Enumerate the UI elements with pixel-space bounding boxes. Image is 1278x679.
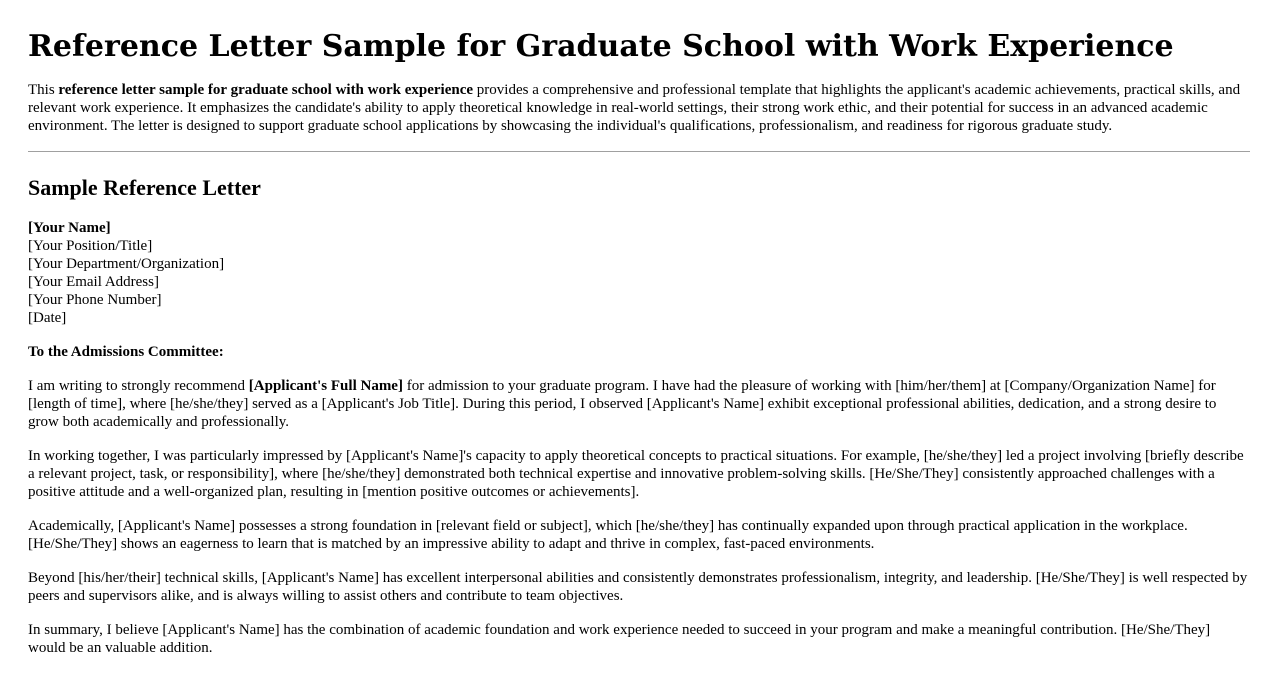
document-page: [0, 29, 1278, 657]
section-divider: [28, 151, 1250, 152]
sender-position: [Your Position/Title]: [28, 238, 153, 254]
letter-paragraph-4: Beyond [his/her/their] technical skills, [Applicant's Name] has excellent interpersonal abilities and consistently demonstrates professionalism, integrity, and leadership. [He/She/They] is well respected by peers and supervisors alike, and is always willing to assist others and contribute to team objectives.: [28, 570, 1248, 604]
letter-paragraph-1: [28, 377, 1250, 431]
intro-paragraph: [28, 81, 1250, 135]
page-title: Reference Letter Sample for Graduate School with Work Experience: [28, 29, 1174, 64]
letter-paragraph-2: In working together, I was particularly impressed by [Applicant's Name]'s capacity to apply theoretical concepts to practical situations. For example, [he/she/they] led a project involving [briefly describe a relevant project, task, or responsibility], where [he/she/they] demonstrated both technical expertise and innovative problem-solving skills. [He/She/They] consistently approached challenges with a positive attitude and a well-organized plan, resulting in [mention positive outcomes or achievements].: [28, 448, 1244, 500]
letter-paragraph-3: Academically, [Applicant's Name] possesses a strong foundation in [relevant field or subject], which [he/she/they] has continually expanded upon through practical application in the workplace. [He/She/They] shows an eagerness to learn that is matched by an impressive ability to adapt and thrive in complex, fast-paced environments.: [28, 518, 1188, 552]
sender-email: [Your Email Address]: [28, 274, 159, 290]
intro-text-bold: reference letter sample for graduate school with work experience: [58, 82, 474, 98]
applicant-full-name: [Applicant's Full Name]: [248, 378, 403, 394]
letter-paragraph-5: In summary, I believe [Applicant's Name] has the combination of academic foundation and work experience needed to succeed in your program and make a meaningful contribution. [He/She/They] would be an valuable addition.: [28, 622, 1211, 656]
sender-name: [Your Name]: [28, 220, 111, 236]
sender-block: [28, 219, 1250, 327]
paragraph-1-after: for admission to your graduate program. I have had the pleasure of working with [him/her/them] at [Company/Organization Name] for [length of time], where [he/she/they] served as a [Applicant's Job Title]. During this period, I observed [Applicant's Name] exhibit exceptional professional abilities, dedication, and a strong desire to grow both academically and professionally.: [28, 378, 1217, 430]
sender-date: [Date]: [28, 310, 67, 326]
intro-text-after: provides a comprehensive and professional template that highlights the applicant's academic achievements, practical skills, and relevant work experience. It emphasizes the candidate's ability to apply theoretical knowledge in real-world settings, their strong work ethic, and their potential for success in an advanced academic environment. The letter is designed to support graduate school applications by showcasing the individual's qualifications, professionalism, and readiness for rigorous graduate study.: [28, 82, 1241, 134]
sender-phone: [Your Phone Number]: [28, 292, 162, 308]
section-title: Sample Reference Letter: [28, 175, 261, 200]
intro-text-before: This: [28, 82, 59, 98]
paragraph-1-before: I am writing to strongly recommend: [28, 378, 249, 394]
salutation: To the Admissions Committee:: [28, 344, 224, 360]
sender-department: [Your Department/Organization]: [28, 256, 225, 272]
